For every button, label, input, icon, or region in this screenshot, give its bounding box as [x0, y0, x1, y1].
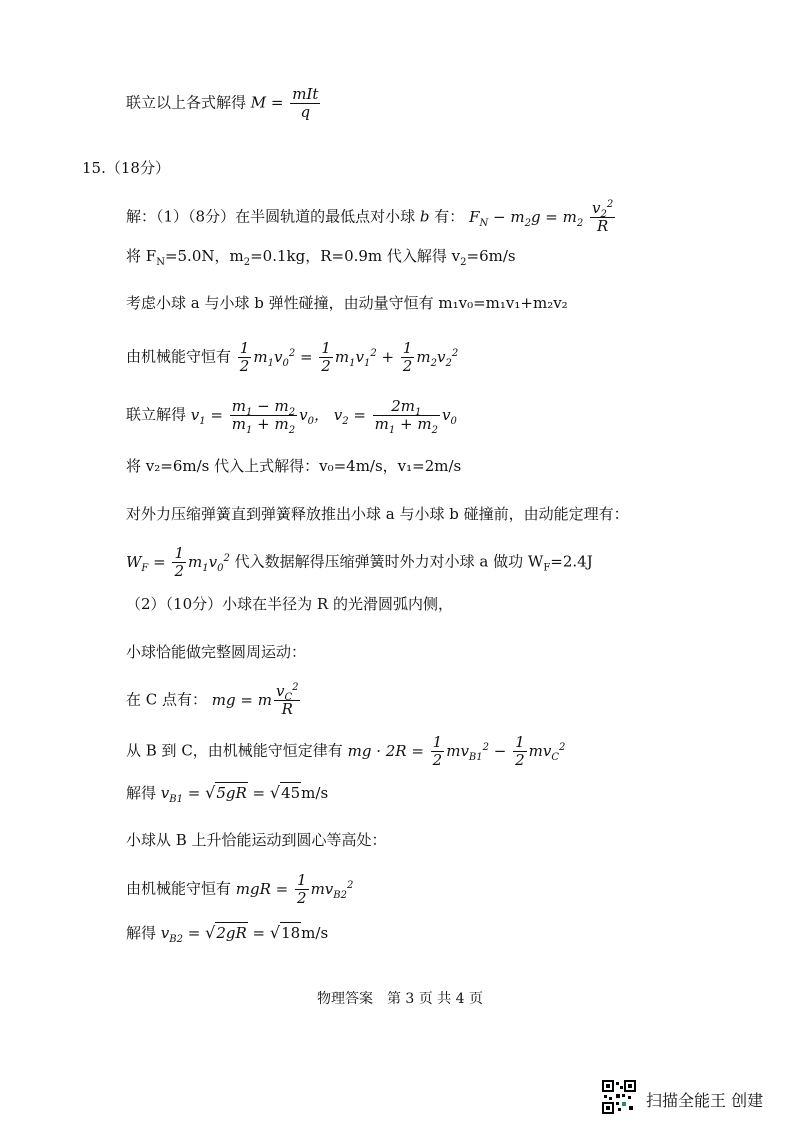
circle-line: 小球恰能做完整圆周运动： — [126, 643, 307, 661]
scanner-brand: 扫描全能王 创建 — [646, 1091, 764, 1110]
energy-b2-line — [126, 872, 353, 907]
vb1-line — [126, 782, 328, 803]
work-energy-line: 对外力压缩弹簧直到弹簧释放推出小球 a 与小球 b 碰撞前，由动能定理有： — [126, 505, 629, 523]
equation: mgR = $\frac{1}{2}$ $mv_{B2}^2$ — [235, 871, 354, 907]
equation: $W_F$ = $\frac{1}{2}$ $m_1v_0^2$ — [126, 544, 230, 580]
fraction — [290, 86, 320, 121]
energy-line — [126, 340, 458, 375]
momentum-line: 考虑小球 a 与小球 b 弹性碰撞，由动量守恒有 m₁v₀=m₁v₁+m₂v₂ — [126, 294, 568, 312]
text: 解：（1）（8分）在半圆轨道的最低点对小球 — [126, 207, 416, 226]
subscript: F — [543, 562, 551, 574]
denominator: q — [300, 103, 311, 121]
point-c-line — [126, 683, 302, 718]
numerator: mIt — [292, 85, 319, 103]
text: 解得 — [126, 784, 157, 802]
work-line — [126, 545, 593, 580]
text: 由机械能守恒有 — [126, 347, 232, 366]
symbol: b — [419, 207, 430, 226]
text: =2.4J — [550, 552, 593, 571]
rise-line: 小球从 B 上升恰能运动到圆心等高处： — [126, 831, 387, 849]
solve-line — [126, 397, 457, 436]
text: =5.0N，m — [164, 247, 244, 265]
page-footer: 物理答案 第 3 页 共 4 页 — [316, 991, 484, 1007]
conclusion-line: 联立以上各式解得 M = $\frac{\text{mIt}}{q}$ — [126, 85, 319, 121]
substitution-line: 将 $F_N=5.0N$，$m_2=0.1kg$，R=0.9m 代入解得 $v_2=6m/s$ — [126, 247, 516, 268]
equation: $v_{B1} = √5gR = √45$ — [160, 783, 301, 805]
unit: m/s — [301, 784, 329, 802]
text: 从 B 到 C，由机械能守恒定律有 — [126, 741, 343, 760]
part2-line: （2）（10分）小球在半径为 R 的光滑圆弧内侧， — [126, 595, 453, 613]
text: =6m/s — [466, 247, 516, 265]
qr-code-icon — [602, 1080, 636, 1114]
solution-part1-line — [126, 200, 617, 235]
text: 将 F — [126, 247, 157, 265]
symbol: M — [250, 93, 267, 112]
equation: $\frac{1}{2}$ $m_1v_0^2$ = $\frac{1}{2}$ $m_1v_1^2$ + $\frac{1}{2}$ $m_2v_2^2$ — [239, 339, 459, 375]
equation: mg = m $\frac{v_C^2}{R}$ — [211, 682, 299, 718]
equation: $v_1$ = $\frac{m_1 - m_2}{m_1 + m_2}$ $v_0$， $v_2$ = $\frac{2m_1}{m_1 + m_2}$ $v_0$ — [190, 397, 457, 436]
question-heading: 15.（18分） — [82, 159, 170, 177]
b-to-c-line — [126, 734, 565, 769]
equation: $v_{B2} = √2gR = √18$ — [160, 923, 301, 945]
text: 由机械能守恒有 — [126, 879, 232, 898]
text: 有： — [434, 207, 465, 226]
text: 在 C 点有： — [126, 690, 208, 709]
equation: mg · 2R = $\frac{1}{2}$ $mv_{B1}^2$ − $\frac{1}{2}$ $mv_C^2$ — [347, 733, 566, 769]
text: 解得 — [126, 924, 157, 942]
equation: $F_N - m_2g = m_2$ $\frac{v_2^2}{R}$ — [469, 199, 614, 235]
text: 代入数据解得压缩弹簧时外力对小球 a 做功 W — [234, 552, 544, 571]
vb2-line — [126, 922, 328, 943]
text: 联立解得 — [126, 405, 187, 424]
text: 联立以上各式解得 — [126, 93, 247, 112]
unit: m/s — [301, 924, 329, 942]
result-line: 将 v₂=6m/s 代入上式解得：v₀=4m/s，v₁=2m/s — [126, 457, 462, 475]
text: =0.1kg，R=0.9m 代入解得 v — [250, 247, 461, 265]
